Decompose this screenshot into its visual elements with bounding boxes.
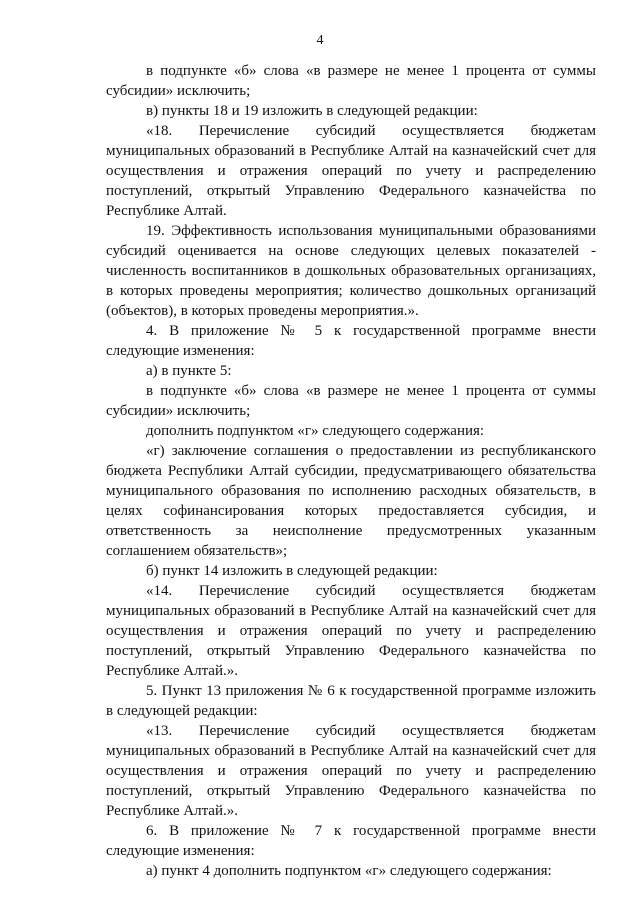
- paragraph: а) пункт 4 дополнить подпунктом «г» следующего содержания:: [146, 863, 552, 879]
- paragraph: «18. Перечисление субсидий осуществляется бюджетам муниципальных образований в Республике Алтай на казначейский счет для осуществления и отражения операций по учету и распределению поступлений, открытый Управлению Федерального казначейства по Республике Алтай.: [106, 123, 596, 219]
- paragraph: «г) заключение соглашения о предоставлении из республиканского бюджета Республики Алтай субсидии, предусматривающего обязательства муниципального образования по исполнению расходных обязательств, в целях софинансирования которых предоставляется субсидия, и ответственность за неисполнение предусмотренных указанным соглашением обязательств»;: [106, 443, 596, 559]
- document-body: [106, 61, 596, 881]
- paragraph: в) пункты 18 и 19 изложить в следующей редакции:: [146, 103, 478, 119]
- paragraph: б) пункт 14 изложить в следующей редакции:: [146, 563, 438, 579]
- paragraph: а) в пункте 5:: [146, 363, 232, 379]
- paragraph: в подпункте «б» слова «в размере не менее 1 процента от суммы субсидии» исключить;: [106, 63, 596, 99]
- paragraph: «13. Перечисление субсидий осуществляется бюджетам муниципальных образований в Республике Алтай на казначейский счет для осуществления и отражения операций по учету и распределению поступлений, открытый Управлению Федерального казначейства по Республике Алтай.».: [106, 723, 596, 819]
- paragraph: 6. В приложение № 7 к государственной программе внести следующие изменения:: [106, 823, 596, 859]
- paragraph: 4. В приложение № 5 к государственной программе внести следующие изменения:: [106, 323, 596, 359]
- paragraph: в подпункте «б» слова «в размере не менее 1 процента от суммы субсидии» исключить;: [106, 383, 596, 419]
- page-number: 4: [316, 33, 324, 48]
- paragraph: 19. Эффективность использования муниципальными образованиями субсидий оценивается на основе следующих целевых показателей - численность воспитанников в дошкольных образовательных организациях, в которых проведены мероприятия; количество дошкольных организаций (объектов), в которых проведены мероприятия.».: [106, 223, 596, 319]
- paragraph: дополнить подпунктом «г» следующего содержания:: [146, 423, 485, 439]
- paragraph: 5. Пункт 13 приложения № 6 к государственной программе изложить в следующей редакции:: [106, 683, 596, 719]
- paragraph: «14. Перечисление субсидий осуществляется бюджетам муниципальных образований в Республике Алтай на казначейский счет для осуществления и отражения операций по учету и распределению поступлений, открытый Управлению Федерального казначейства по Республике Алтай.».: [106, 583, 596, 679]
